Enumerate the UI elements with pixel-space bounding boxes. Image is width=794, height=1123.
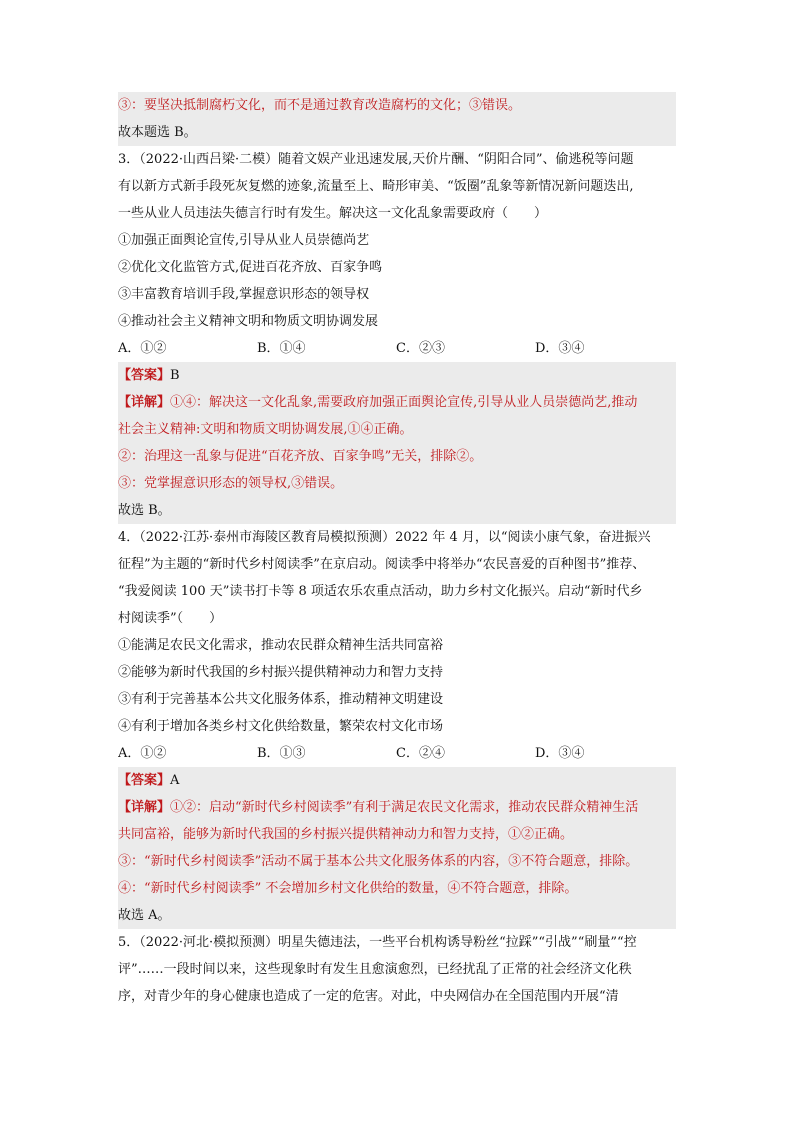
- question-4: [118, 524, 676, 929]
- statement-3: ③有利于完善基本公共文化服务体系，推动精神文明建设: [118, 692, 444, 707]
- detail-label: 【详解】: [118, 800, 171, 815]
- answer-value: B: [170, 368, 180, 383]
- question-stem-line: 村阅读季”（ ）: [118, 611, 223, 626]
- question-stem-line: 有以新方式新手段死灰复燃的迹象,流量至上、畸形审美、“饭圈”乱象等新情况新问题迭出,: [118, 179, 634, 194]
- answer-value: A: [170, 773, 180, 788]
- option-c: C．②③: [396, 341, 445, 356]
- statement-4: ④推动社会主义精神文明和物质文明协调发展: [118, 314, 379, 329]
- detail-line: ④：“新时代乡村阅读季” 不会增加乡村文化供给的数量，④不符合题意，排除。: [118, 875, 676, 902]
- answer-options: [118, 335, 676, 362]
- option-b: B．①④: [257, 341, 306, 356]
- detail-line: ③：“新时代乡村阅读季”活动不属于基本公共文化服务体系的内容，③不符合题意，排除。: [118, 848, 676, 875]
- detail-text: ①④：解决这一文化乱象,需要政府加强正面舆论宣传,引导从业人员崇德尚艺,推动: [170, 395, 638, 410]
- question-5: [118, 929, 676, 1010]
- statement-2: ②能够为新时代我国的乡村振兴提供精神动力和智力支持: [118, 665, 444, 680]
- option-c: C．②④: [396, 746, 445, 761]
- question-stem-line: 一些从业人员违法失德言行时有发生。解决这一文化乱象需要政府（ ）: [118, 206, 548, 221]
- detail-line: [118, 794, 676, 821]
- option-d: D．③④: [535, 746, 585, 761]
- option-a: A．①②: [118, 746, 167, 761]
- statement-2: ②优化文化监管方式,促进百花齐放、百家争鸣: [118, 260, 383, 275]
- question-stem-line: “我爱阅读 100 天”读书打卡等 8 项适农乐农重点活动，助力乡村文化振兴。启动“新时代乡: [118, 584, 643, 599]
- question-stem-line: 征程”为主题的“新时代乡村阅读季”在京启动。阅读季中将举办“农民喜爱的百种图书”推荐、: [118, 557, 646, 572]
- answer-label: 【答案】: [118, 368, 171, 383]
- detail-line: 社会主义精神:文明和物质文明协调发展,①④正确。: [118, 416, 676, 443]
- detail-line: ②：治理这一乱象与促进“百花齐放、百家争鸣”无关，排除②。: [118, 443, 676, 470]
- question-stem-line: 5．（2022·河北·模拟预测）明星失德违法，一些平台机构诱导粉丝“拉踩”“引战”“刷量”“控: [118, 935, 637, 950]
- statement-3: ③丰富教育培训手段,掌握意识形态的领导权: [118, 287, 370, 302]
- conclusion-line: 故选 A。: [118, 902, 676, 929]
- option-a: A．①②: [118, 341, 167, 356]
- detail-line: ③：党掌握意识形态的领导权,③错误。: [118, 470, 676, 497]
- question-stem-line: 4．（2022·江苏·泰州市海陵区教育局模拟预测）2022 年 4 月，以“阅读小康气象，奋进振兴: [118, 530, 651, 545]
- question-stem-line: 3．（2022·山西吕梁·二模）随着文娱产业迅速发展,天价片酬、“阴阳合同”、偷逃税等问题: [118, 152, 634, 167]
- conclusion-line: 故选 B。: [118, 497, 676, 524]
- answer-options: [118, 740, 676, 767]
- page-content: [118, 92, 676, 1010]
- statement-4: ④有利于增加各类乡村文化供给数量，繁荣农村文化市场: [118, 719, 444, 734]
- detail-text: ①②：启动“新时代乡村阅读季”有利于满足农民文化需求，推动农民群众精神生活: [170, 800, 639, 815]
- answer-label: 【答案】: [118, 773, 171, 788]
- prev-analysis-line: ③：要坚决抵制腐朽文化，而不是通过教育改造腐朽的文化；③错误。: [118, 92, 676, 119]
- option-b: B．①③: [257, 746, 306, 761]
- question-stem-line: 序，对青少年的身心健康也造成了一定的危害。对此，中央网信办在全国范围内开展“清: [118, 989, 619, 1004]
- option-d: D．③④: [535, 341, 585, 356]
- question-stem-line: 评”……一段时间以来，这些现象时有发生且愈演愈烈，已经扰乱了正常的社会经济文化秩: [118, 962, 632, 977]
- answer-line: [118, 767, 676, 794]
- detail-line: [118, 389, 676, 416]
- prev-conclusion: 故本题选 B。: [118, 119, 676, 146]
- detail-line: 共同富裕，能够为新时代我国的乡村振兴提供精神动力和智力支持，①②正确。: [118, 821, 676, 848]
- question-3: [118, 146, 676, 524]
- detail-label: 【详解】: [118, 395, 171, 410]
- statement-1: ①加强正面舆论宣传,引导从业人员崇德尚艺: [118, 233, 370, 248]
- statement-1: ①能满足农民文化需求，推动农民群众精神生活共同富裕: [118, 638, 444, 653]
- answer-line: [118, 362, 676, 389]
